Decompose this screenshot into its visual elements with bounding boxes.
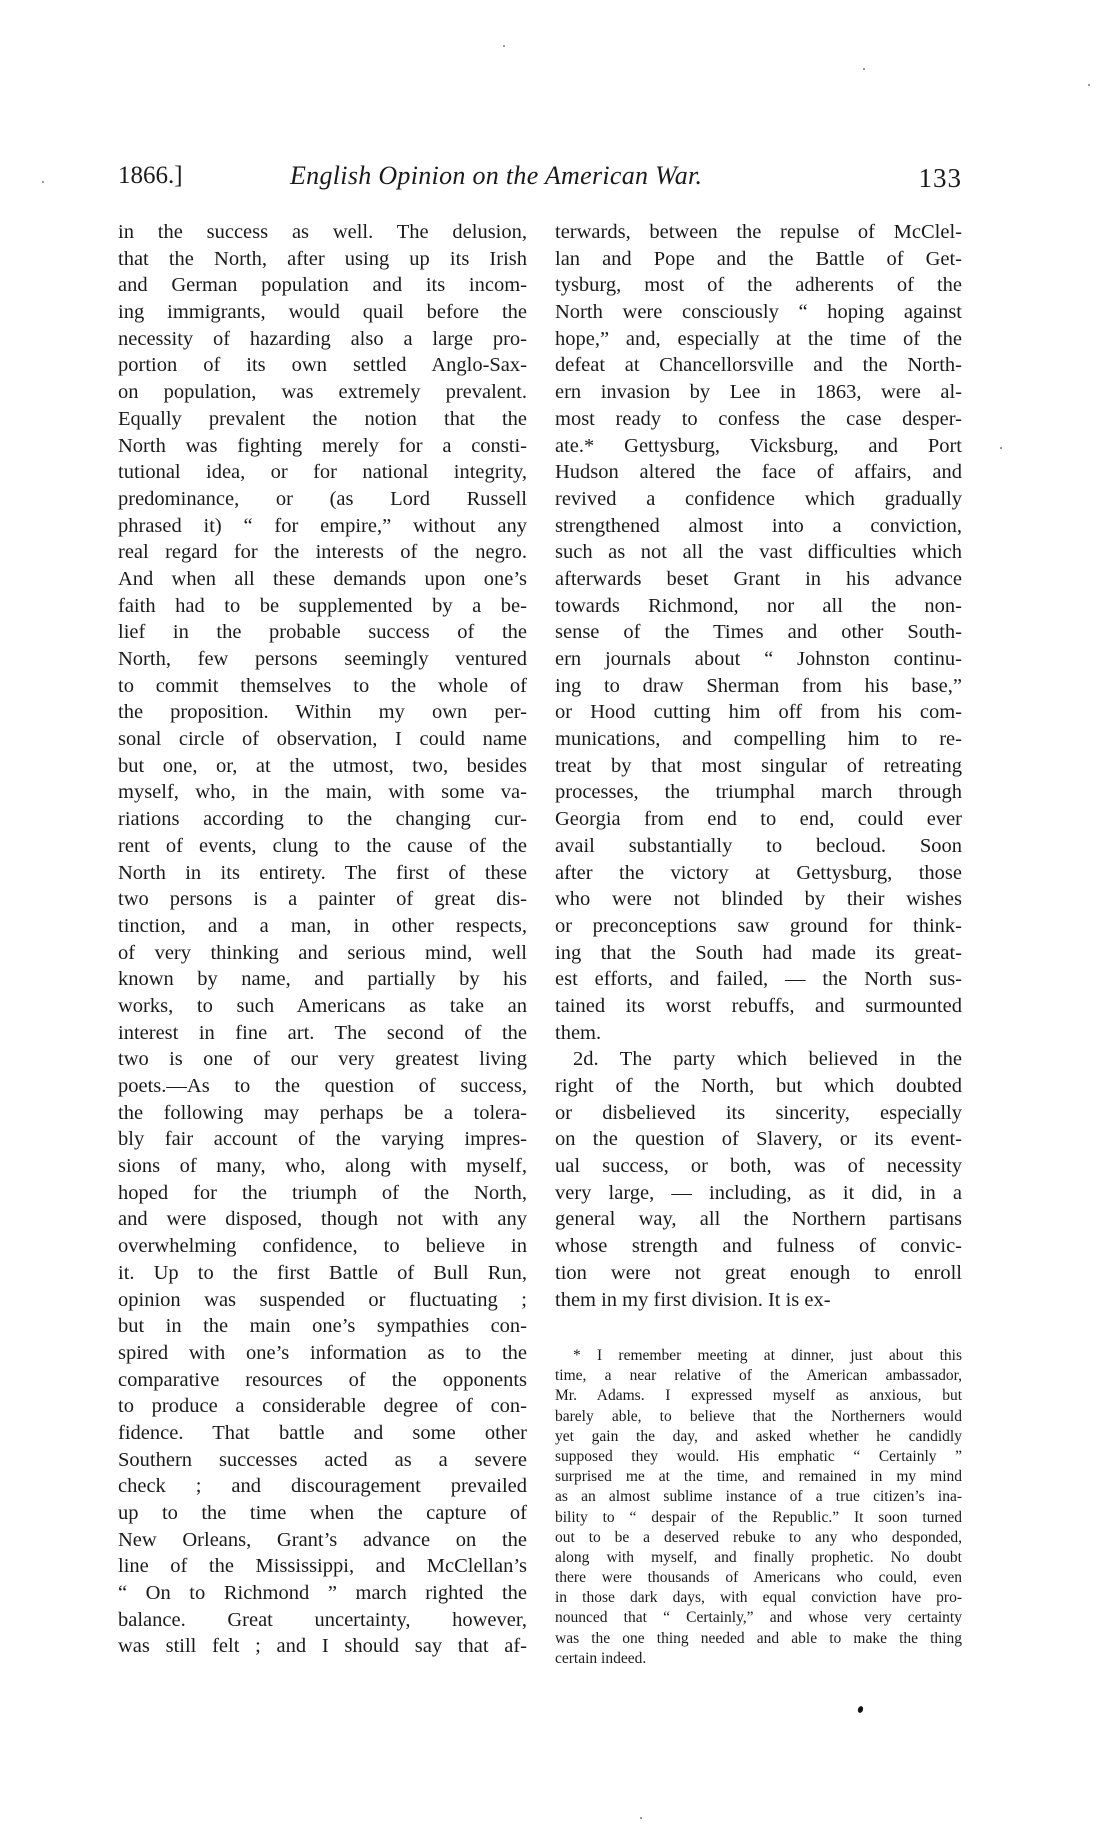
text-line: bly fair account of the varying impres-	[118, 1128, 527, 1151]
footnote-line: in those dark days, with equal conviction have pro-	[555, 1589, 962, 1607]
text-line: towards Richmond, nor all the non-	[555, 594, 962, 617]
text-line: and were disposed, though not with any	[118, 1208, 527, 1231]
text-line: comparative resources of the opponents	[118, 1368, 527, 1391]
text-line: to produce a considerable degree of con-	[118, 1395, 527, 1418]
text-line: “ On to Richmond ” march righted the	[118, 1582, 527, 1605]
footnote-line: was the one thing needed and able to make the thing	[555, 1629, 962, 1647]
header-title: English Opinion on the American War.	[290, 161, 703, 190]
text-line: line of the Mississippi, and McClellan’s	[118, 1555, 527, 1578]
text-line: ing to draw Sherman from his base,”	[555, 674, 962, 697]
text-line: revived a confidence which gradually	[555, 487, 962, 510]
text-line: predominance, or (as Lord Russell	[118, 487, 527, 510]
ink-blot	[857, 1705, 864, 1713]
text-line: necessity of hazarding also a large pro-	[118, 327, 527, 350]
text-line: the following may perhaps be a tolera-	[118, 1101, 527, 1124]
footnote	[555, 1346, 962, 1669]
text-line: Hudson altered the face of affairs, and	[555, 461, 962, 484]
text-line: was still felt ; and I should say that af-	[118, 1635, 527, 1658]
text-line: And when all these demands upon one’s	[118, 567, 527, 590]
text-line: or disbelieved its sincerity, especially	[555, 1101, 962, 1124]
text-line: or preconceptions saw ground for think-	[555, 914, 962, 937]
text-line: works, to such Americans as take an	[118, 994, 527, 1017]
text-line: tutional idea, or for national integrity,	[118, 461, 527, 484]
text-line: that the North, after using up its Irish	[118, 247, 527, 270]
text-line: sense of the Times and other South-	[555, 621, 962, 644]
dust-speck	[1000, 447, 1002, 449]
text-line: processes, the triumphal march through	[555, 781, 962, 804]
footnote-line: as an almost sublime instance of a true citizen’s ina-	[555, 1488, 962, 1506]
text-line: balance. Great uncertainty, however,	[118, 1608, 527, 1631]
text-line: them in my first division. It is ex-	[555, 1288, 831, 1311]
text-line: sions of many, who, along with myself,	[118, 1155, 527, 1178]
text-line: the proposition. Within my own per-	[118, 701, 527, 724]
text-line: myself, who, in the main, with some va-	[118, 781, 527, 804]
text-line: but one, or, at the utmost, two, besides	[118, 754, 527, 777]
text-line: but in the main one’s sympathies con-	[118, 1315, 527, 1338]
dust-speck	[42, 181, 44, 183]
text-line: them.	[555, 1021, 602, 1044]
text-line: real regard for the interests of the negro.	[118, 541, 527, 564]
text-line: North, few persons seemingly ventured	[118, 648, 527, 670]
text-line: strengthened almost into a conviction,	[555, 514, 962, 537]
text-line: tysburg, most of the adherents of the	[555, 274, 962, 297]
text-line: lief in the probable success of the	[118, 621, 527, 644]
footnote-line: supposed they would. His emphatic “ Certainly ”	[555, 1447, 962, 1465]
text-line: up to the time when the capture of	[118, 1502, 527, 1524]
text-line: tinction, and a man, in other respects,	[118, 914, 527, 937]
text-line: interest in fine art. The second of the	[118, 1021, 527, 1044]
text-line: Southern successes acted as a severe	[118, 1448, 527, 1471]
text-line: to commit themselves to the whole of	[118, 674, 527, 697]
text-line: it. Up to the first Battle of Bull Run,	[118, 1261, 527, 1284]
footnote-line: time, a near relative of the American ambassador,	[555, 1367, 962, 1385]
right-column	[555, 219, 962, 1313]
text-line: very large, — including, as it did, in a	[555, 1181, 962, 1204]
text-line: after the victory at Gettysburg, those	[555, 861, 962, 884]
text-line: right of the North, but which doubted	[555, 1075, 962, 1097]
text-line: North in its entirety. The first of these	[118, 861, 527, 884]
footnote-line: there were thousands of Americans who could, even	[555, 1569, 962, 1587]
footnote-line: along with myself, and finally prophetic. No doubt	[555, 1548, 962, 1566]
text-line: ual success, or both, was of necessity	[555, 1155, 962, 1178]
running-header	[118, 160, 962, 196]
text-line: two persons is a painter of great dis-	[118, 888, 527, 911]
text-line: rent of events, clung to the cause of the	[118, 834, 527, 857]
text-line: fidence. That battle and some other	[118, 1421, 527, 1444]
text-line: tained its worst rebuffs, and surmounted	[555, 994, 962, 1017]
text-line: North were consciously “ hoping against	[555, 301, 962, 324]
dust-speck	[863, 68, 865, 70]
text-line: or Hood cutting him off from his com-	[555, 701, 962, 724]
text-line: most ready to confess the case desper-	[555, 407, 962, 430]
text-line: hoped for the triumph of the North,	[118, 1181, 527, 1204]
text-line: faith had to be supplemented by a be-	[118, 594, 527, 617]
text-line: general way, all the Northern partisans	[555, 1208, 962, 1231]
footnote-line: out to be a deserved rebuke to any who desponded,	[555, 1528, 962, 1546]
text-line: tion were not great enough to enroll	[555, 1261, 962, 1284]
dust-speck	[640, 1817, 642, 1819]
footnote-line: barely able, to believe that the Northerners would	[555, 1407, 962, 1425]
text-line: 2d. The party which believed in the	[573, 1048, 962, 1071]
text-line: est efforts, and failed, — the North sus-	[555, 968, 962, 991]
dust-speck	[1088, 84, 1090, 86]
text-line: known by name, and partially by his	[118, 968, 527, 991]
text-line: North was fighting merely for a consti-	[118, 434, 527, 457]
footnote-line: bility to “ despair of the Republic.” It soon turned	[555, 1508, 962, 1526]
text-line: munications, and compelling him to re-	[555, 728, 962, 751]
text-line: hope,” and, especially at the time of the	[555, 327, 962, 350]
text-line: treat by that most singular of retreating	[555, 754, 962, 777]
text-line: Georgia from end to end, could ever	[555, 808, 962, 831]
text-line: afterwards beset Grant in his advance	[555, 567, 962, 590]
text-line: riations according to the changing cur-	[118, 808, 527, 831]
text-line: defeat at Chancellorsville and the North-	[555, 354, 962, 377]
text-line: overwhelming confidence, to believe in	[118, 1235, 527, 1258]
text-line: lan and Pope and the Battle of Get-	[555, 247, 962, 270]
footnote-line: * I remember meeting at dinner, just about this	[573, 1347, 962, 1364]
text-line: check ; and discouragement prevailed	[118, 1475, 527, 1498]
text-line: ate.* Gettysburg, Vicksburg, and Port	[555, 434, 962, 457]
dust-speck	[503, 45, 505, 47]
text-line: and German population and its incom-	[118, 274, 527, 297]
text-line: portion of its own settled Anglo-Sax-	[118, 354, 527, 377]
footnote-line: yet gain the day, and asked whether he candidly	[555, 1427, 962, 1445]
text-line: who were not blinded by their wishes	[555, 888, 962, 911]
text-line: whose strength and fulness of convic-	[555, 1235, 962, 1258]
text-line: spired with one’s information as to the	[118, 1341, 527, 1364]
text-line: on the question of Slavery, or its event-	[555, 1128, 962, 1151]
footnote-line: nounced that “ Certainly,” and whose very certainty	[555, 1609, 962, 1627]
text-line: phrased it) “ for empire,” without any	[118, 514, 527, 537]
text-line: Equally prevalent the notion that the	[118, 407, 527, 430]
text-line: such as not all the vast difficulties which	[555, 541, 962, 564]
left-column	[118, 219, 527, 1660]
text-line: opinion was suspended or fluctuating ;	[118, 1288, 527, 1311]
footnote-line: certain indeed.	[555, 1649, 647, 1667]
text-line: ern journals about “ Johnston continu-	[555, 648, 962, 670]
text-line: on population, was extremely prevalent.	[118, 381, 527, 404]
text-line: New Orleans, Grant’s advance on the	[118, 1528, 527, 1551]
footnote-line: surprised me at the time, and remained in my mind	[555, 1468, 962, 1486]
text-line: two is one of our very greatest living	[118, 1048, 527, 1071]
page-number: 133	[918, 163, 962, 193]
text-line: ing that the South had made its great-	[555, 941, 962, 964]
text-line: terwards, between the repulse of McClel-	[555, 221, 962, 243]
text-line: poets.—As to the question of success,	[118, 1075, 527, 1097]
text-line: sonal circle of observation, I could name	[118, 728, 527, 751]
header-year: 1866.]	[118, 162, 183, 189]
footnote-line: Mr. Adams. I expressed myself as anxious, but	[555, 1387, 962, 1405]
text-line: avail substantially to becloud. Soon	[555, 834, 962, 857]
text-line: ing immigrants, would quail before the	[118, 301, 527, 324]
text-line: of very thinking and serious mind, well	[118, 941, 527, 964]
text-line: in the success as well. The delusion,	[118, 221, 527, 243]
text-line: ern invasion by Lee in 1863, were al-	[555, 381, 962, 404]
